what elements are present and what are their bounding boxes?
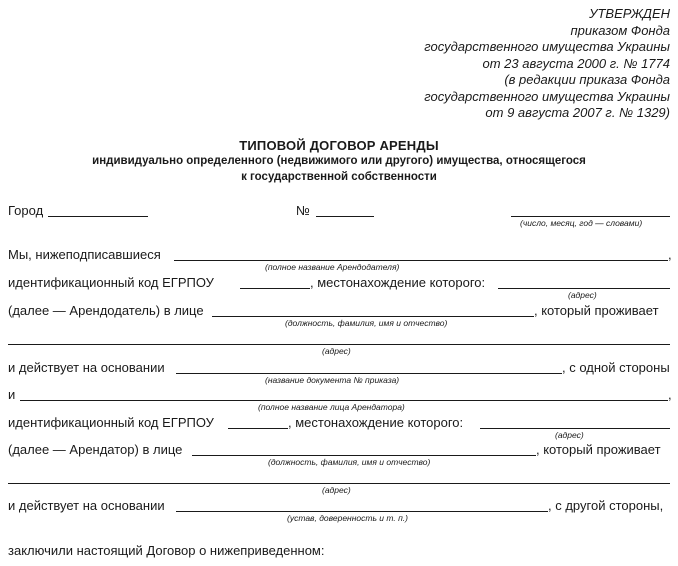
landlord-representative-note: (должность, фамилия, имя и отчество): [285, 318, 448, 328]
tenant-edrpou-field[interactable]: [228, 428, 288, 429]
approval-line: государственного имущества Украины: [424, 88, 670, 104]
location-label: , местонахождение которого:: [288, 415, 464, 430]
tenant-address-note: (адрес): [555, 430, 584, 440]
city-field[interactable]: [48, 216, 148, 217]
approval-line: (в редакции приказа Фонда: [504, 72, 670, 87]
landlord-address-field[interactable]: [498, 288, 670, 289]
tenant-address-field[interactable]: [480, 428, 670, 429]
one-side-label: , с одной стороны: [562, 360, 670, 375]
approval-line: государственного имущества Украины: [424, 39, 670, 54]
approval-block: [424, 6, 670, 122]
landlord-represented-label: (далее — Арендодатель) в лице: [8, 303, 204, 318]
tenant-rep-address-field[interactable]: [8, 483, 670, 484]
landlord-name-note: (полное название Арендодателя): [265, 262, 400, 272]
tenant-basis-field[interactable]: [176, 511, 548, 512]
subtitle-line-2: к государственной собственности: [241, 171, 437, 183]
landlord-rep-address-field[interactable]: [8, 344, 670, 345]
resides-label: , который проживает: [534, 303, 659, 318]
approval-line: от 9 августа 2007 г. № 1329): [485, 105, 670, 120]
landlord-address-note: (адрес): [568, 290, 597, 300]
landlord-name-field[interactable]: [174, 260, 668, 261]
approval-line: от 23 августа 2000 г. № 1774: [482, 55, 670, 71]
comma: ,: [668, 247, 672, 262]
tenant-rep-address-note: (адрес): [322, 485, 351, 495]
tenant-basis-note: (устав, доверенность и т. п.): [287, 513, 408, 523]
subtitle-line-1: индивидуально определенного (недвижимого или другого) имущества, относящегося: [92, 155, 586, 167]
resides-label: , который проживает: [536, 442, 661, 457]
date-field[interactable]: [511, 216, 670, 217]
tenant-name-field[interactable]: [20, 400, 668, 401]
document-title: ТИПОВОЙ ДОГОВОР АРЕНДЫ: [239, 138, 439, 153]
tenant-name-note: (полное название лица Арендатора): [258, 402, 405, 412]
edrpou-label: идентификационный код ЕГРПОУ: [8, 275, 214, 290]
location-label: , местонахождение которого:: [310, 275, 486, 290]
acts-basis-label: и действует на основании: [8, 498, 165, 513]
number-field[interactable]: [316, 216, 374, 217]
date-note: (число, месяц, год — словами): [520, 218, 643, 228]
edrpou-label: идентификационный код ЕГРПОУ: [8, 415, 214, 430]
approval-line: приказом Фонда: [570, 22, 670, 38]
landlord-basis-field[interactable]: [176, 373, 562, 374]
number-label: №: [296, 203, 310, 218]
document-subtitle: [0, 153, 678, 185]
comma: ,: [668, 387, 672, 402]
intro-text: Мы, нижеподписавшиеся: [8, 247, 161, 262]
tenant-representative-field[interactable]: [192, 455, 536, 456]
and-label: и: [8, 387, 16, 402]
closing-text: заключили настоящий Договор о нижеприведенном:: [8, 543, 325, 558]
tenant-representative-note: (должность, фамилия, имя и отчество): [268, 457, 431, 467]
landlord-representative-field[interactable]: [212, 316, 534, 317]
city-label: Город: [8, 203, 44, 218]
landlord-edrpou-field[interactable]: [240, 288, 310, 289]
approval-line: УТВЕРЖДЕН: [589, 6, 670, 21]
tenant-represented-label: (далее — Арендатор) в лице: [8, 442, 183, 457]
acts-basis-label: и действует на основании: [8, 360, 165, 375]
landlord-rep-address-note: (адрес): [322, 346, 351, 356]
other-side-label: , с другой стороны,: [548, 498, 664, 513]
landlord-basis-note: (название документа № приказа): [265, 375, 400, 385]
